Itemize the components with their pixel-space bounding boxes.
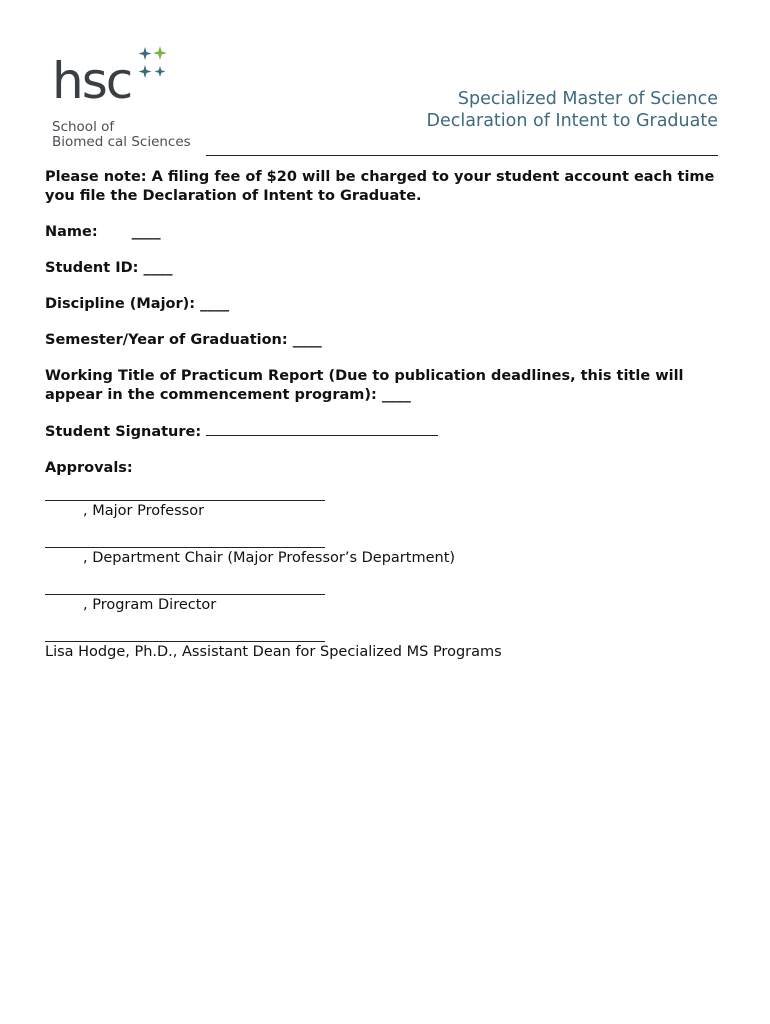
name-field	[45, 223, 725, 242]
approval-role: , Department Chair (Major Professor’s Department)	[83, 550, 456, 566]
declaration-form	[45, 168, 725, 688]
signature-label: Student Signature:	[45, 424, 202, 440]
hsc-logo	[52, 44, 202, 154]
approval-role: , Program Director	[83, 597, 217, 613]
approval-signature-line[interactable]	[45, 594, 325, 595]
filing-fee-note: Please note: A filing fee of $20 will be charged to your student account each time you file the Declaration of Intent to Graduate.	[45, 169, 715, 204]
approvals-heading: Approvals:	[45, 460, 133, 476]
working-title-blank[interactable]: ____	[381, 387, 411, 403]
student-id-blank[interactable]: ____	[143, 260, 173, 276]
title-divider	[206, 155, 718, 156]
logo-subtitle	[52, 120, 191, 150]
approval-signature-line[interactable]	[45, 641, 325, 642]
approval-signature-line[interactable]	[45, 547, 325, 548]
discipline-blank[interactable]: ____	[200, 296, 230, 312]
semester-field	[45, 331, 725, 350]
student-id-label: Student ID:	[45, 260, 139, 276]
semester-label: Semester/Year of Graduation:	[45, 332, 288, 348]
sparkle-stars-icon	[136, 44, 176, 84]
signature-line[interactable]	[206, 422, 438, 436]
logo-subtitle-line2: Biomed cal Sciences	[52, 134, 191, 150]
discipline-label: Discipline (Major):	[45, 296, 196, 312]
signature-field	[45, 422, 725, 442]
approval-program-director	[45, 594, 725, 615]
approval-role: , Major Professor	[83, 503, 205, 519]
approval-assistant-dean	[45, 641, 725, 662]
title-line-2: Declaration of Intent to Graduate	[426, 111, 718, 131]
document-title	[427, 88, 718, 132]
discipline-field	[45, 295, 725, 314]
approval-major-professor	[45, 500, 725, 521]
logo-wordmark: hsc	[52, 52, 132, 110]
logo-subtitle-line1: School of	[52, 119, 115, 135]
approval-role: Lisa Hodge, Ph.D., Assistant Dean for Specialized MS Programs	[45, 644, 502, 660]
approval-department-chair	[45, 547, 725, 568]
name-label: Name:	[45, 224, 98, 240]
working-title-field	[45, 367, 725, 405]
student-id-field	[45, 259, 725, 278]
title-line-1: Specialized Master of Science	[457, 89, 718, 109]
working-title-label: Working Title of Practicum Report (Due to publication deadlines, this title will appear in the commencement program):	[45, 368, 684, 403]
approval-signature-line[interactable]	[45, 500, 325, 501]
semester-blank[interactable]: ____	[292, 332, 322, 348]
name-blank[interactable]: ____	[131, 224, 161, 240]
